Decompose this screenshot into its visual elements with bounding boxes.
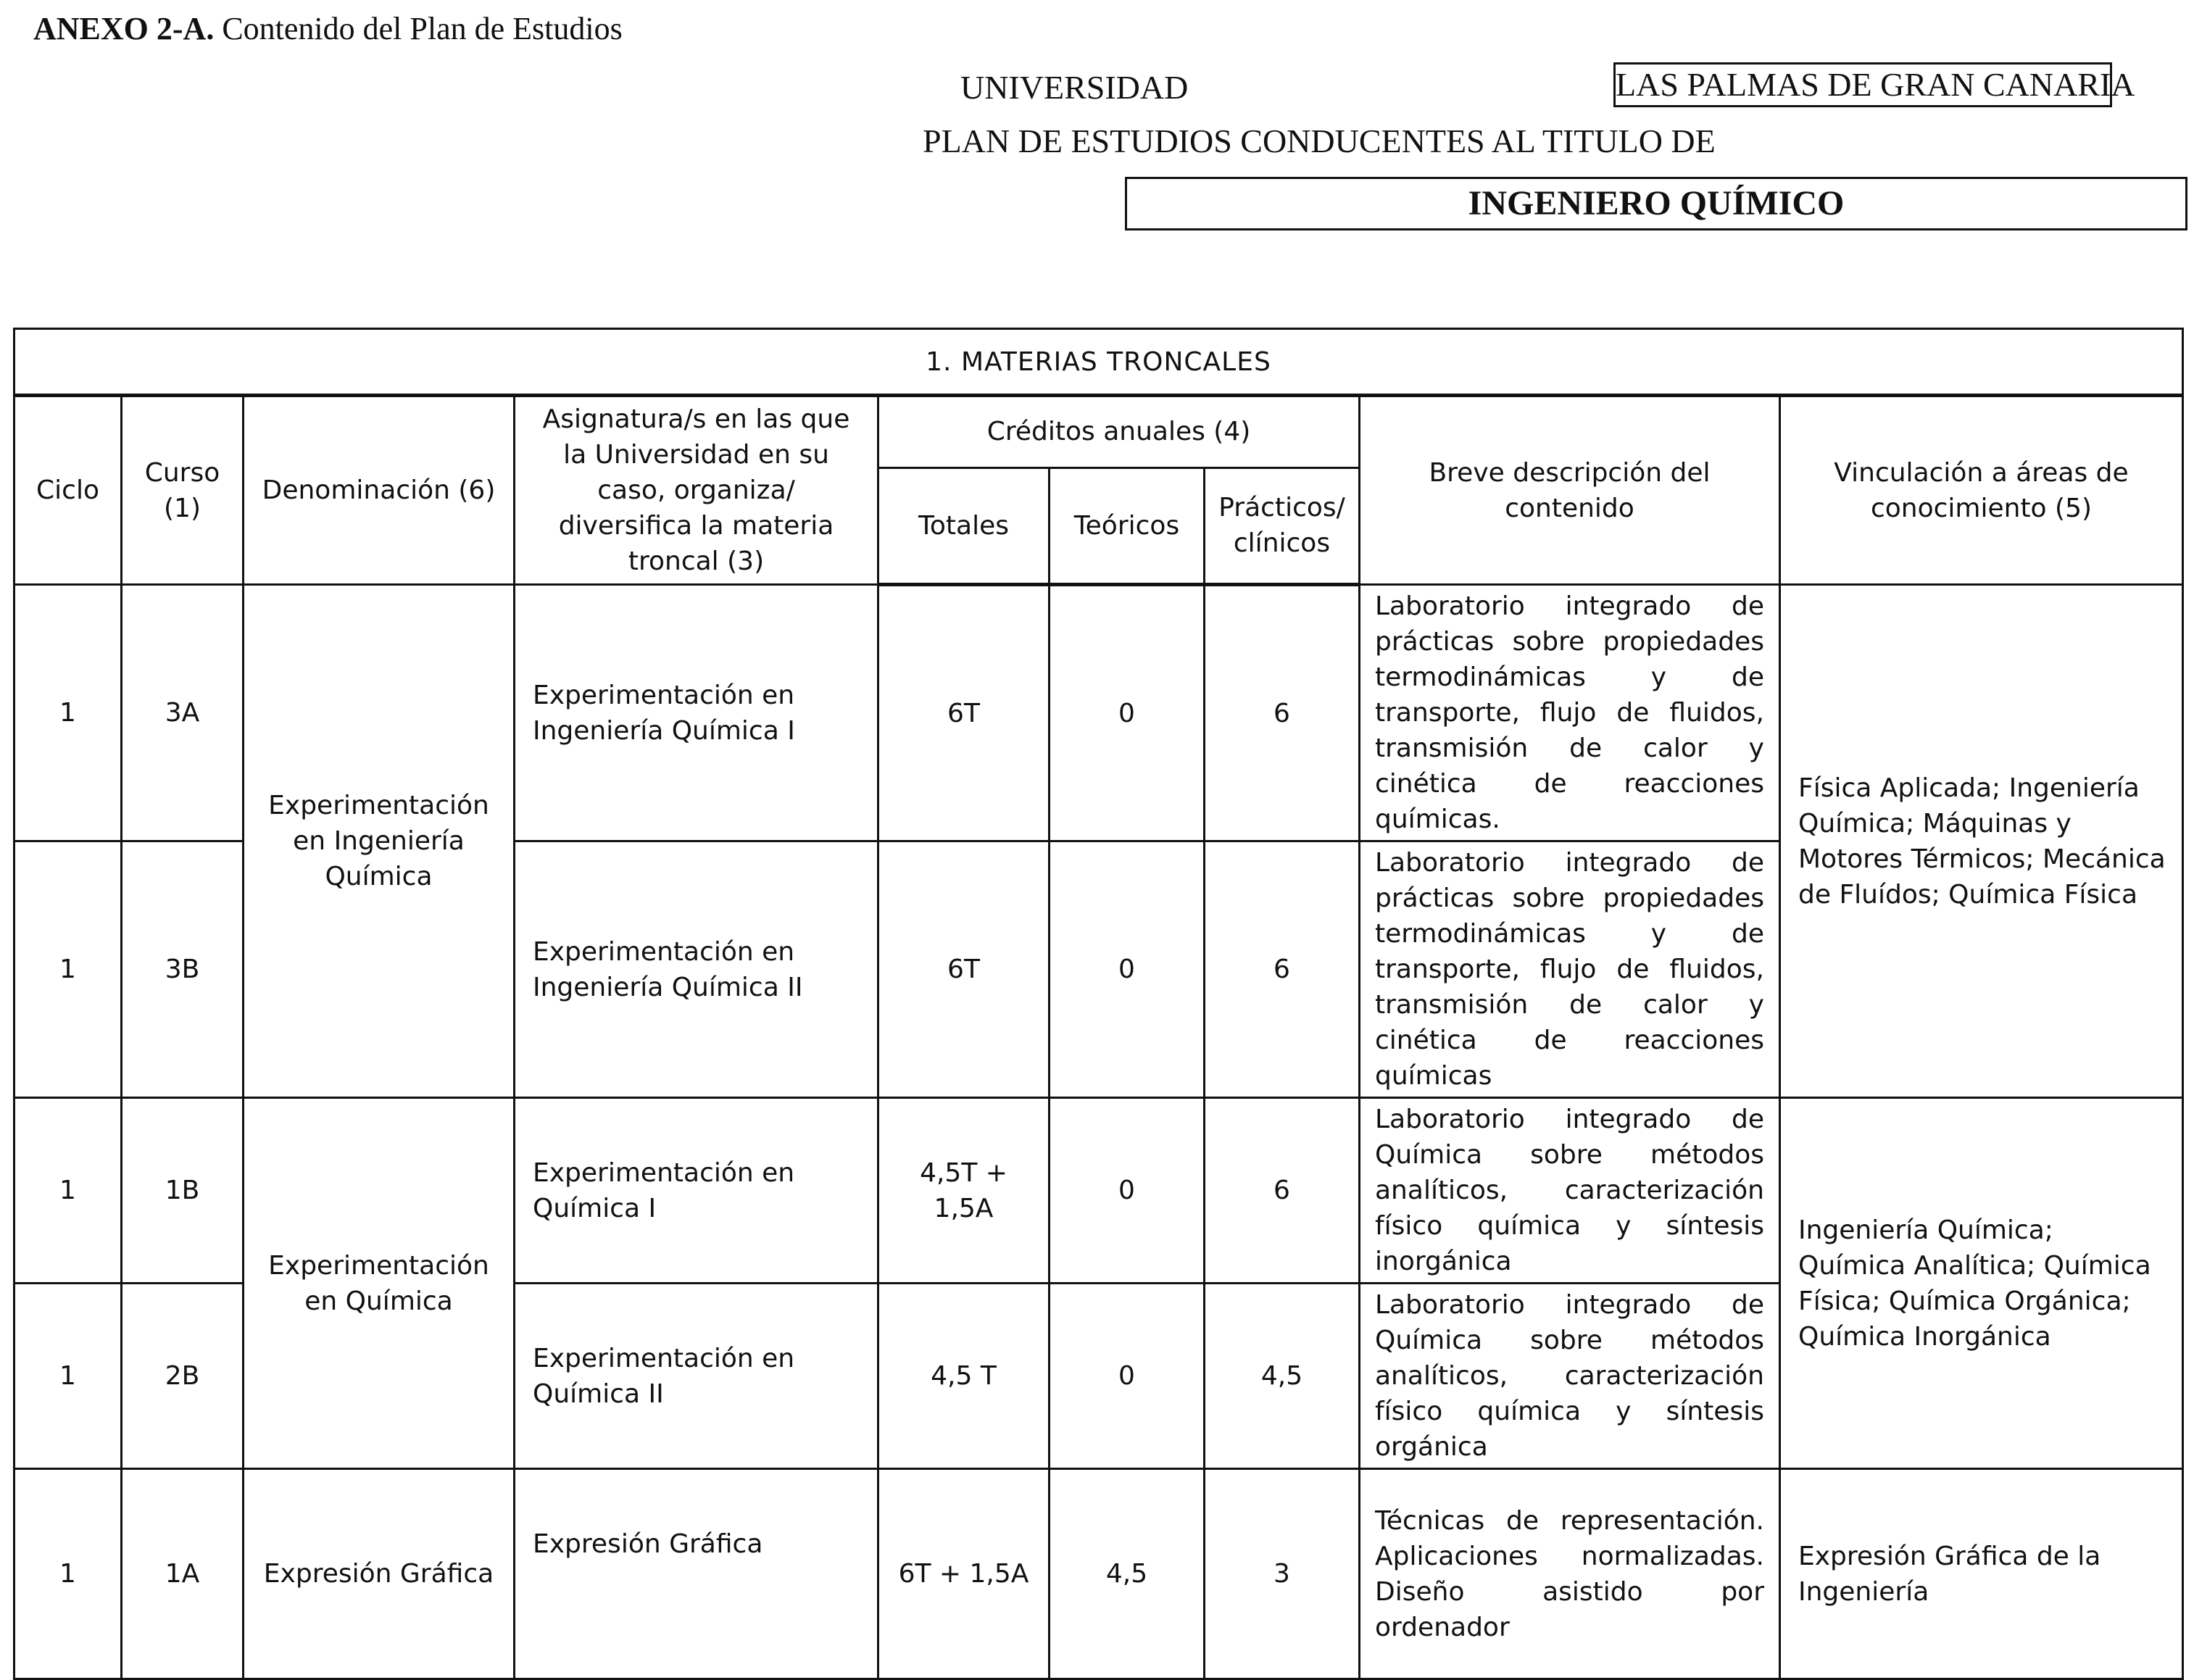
cell-descripcion: Laboratorio integrado de prácticas sobre propiedades termodinámicas y de transporte, flujo de fluidos, transmisión de calor y cinética de reacciones químicas [1360, 841, 1780, 1098]
cell-descripcion: Técnicas de representación. Aplicaciones normalizadas. Diseño asistido por ordenador [1360, 1469, 1780, 1679]
cell-teoricos: 0 [1050, 1284, 1205, 1469]
university-name: LAS PALMAS DE GRAN CANARIA [1613, 62, 2112, 107]
cell-descripcion: Laboratorio integrado de prácticas sobre propiedades termodinámicas y de transporte, flujo de fluidos, transmisión de calor y cinética de reacciones químicas. [1360, 585, 1780, 841]
cell-curso: 1B [122, 1098, 244, 1284]
cell-practicos: 3 [1205, 1469, 1360, 1679]
col-header-totales: Totales [878, 467, 1050, 584]
cell-totales: 6T [878, 841, 1050, 1098]
cell-curso: 3A [122, 585, 244, 841]
cell-denominacion: Expresión Gráfica [244, 1469, 515, 1679]
annex-caption: Contenido del Plan de Estudios [214, 11, 623, 46]
cell-totales: 4,5 T [878, 1284, 1050, 1469]
cell-vinculacion: Ingeniería Química; Química Analítica; Química Física; Química Orgánica; Química Inorgánica [1780, 1098, 2183, 1469]
col-header-teoricos: Teóricos [1050, 467, 1205, 584]
cell-ciclo: 1 [14, 1098, 122, 1284]
cell-totales: 6T [878, 585, 1050, 841]
table-row [14, 585, 2183, 841]
cell-curso: 3B [122, 841, 244, 1098]
cell-asignatura: Experimentación en Ingeniería Química II [515, 841, 878, 1098]
cell-asignatura: Experimentación en Química I [515, 1098, 878, 1284]
annex-title [33, 10, 623, 48]
table-title: 1. MATERIAS TRONCALES [14, 329, 2183, 396]
col-header-practicos: Prácticos/ clínicos [1205, 467, 1360, 584]
col-header-descripcion: Breve descripción del contenido [1360, 396, 1780, 585]
cell-teoricos: 0 [1050, 585, 1205, 841]
cell-vinculacion: Física Aplicada; Ingeniería Química; Máquinas y Motores Térmicos; Mecánica de Fluídos; Química Física [1780, 585, 2183, 1098]
subjects-table-container [13, 328, 2182, 1680]
annex-label: ANEXO 2-A. [33, 11, 215, 46]
cell-denominacion: Experimentación en Química [244, 1098, 515, 1469]
materias-troncales-table [13, 328, 2184, 1680]
cell-teoricos: 0 [1050, 1098, 1205, 1284]
cell-descripcion: Laboratorio integrado de Química sobre métodos analíticos, caracterización físico química y síntesis orgánica [1360, 1284, 1780, 1469]
cell-practicos: 6 [1205, 841, 1360, 1098]
col-header-asignatura: Asignatura/s en las que la Universidad en su caso, organiza/ diversifica la materia troncal (3) [515, 396, 878, 585]
cell-descripcion: Laboratorio integrado de Química sobre métodos analíticos, caracterización físico química y síntesis inorgánica [1360, 1098, 1780, 1284]
cell-curso: 2B [122, 1284, 244, 1469]
cell-ciclo: 1 [14, 1284, 122, 1469]
col-header-vinculacion: Vinculación a áreas de conocimiento (5) [1780, 396, 2183, 585]
cell-practicos: 6 [1205, 585, 1360, 841]
cell-totales: 4,5T + 1,5A [878, 1098, 1050, 1284]
cell-ciclo: 1 [14, 585, 122, 841]
cell-asignatura: Expresión Gráfica [515, 1469, 878, 1679]
degree-title: INGENIERO QUÍMICO [1125, 177, 2187, 230]
table-row [14, 1469, 2183, 1679]
cell-practicos: 6 [1205, 1098, 1360, 1284]
cell-denominacion: Experimentación en Ingeniería Química [244, 585, 515, 1098]
cell-asignatura: Experimentación en Ingeniería Química I [515, 585, 878, 841]
cell-teoricos: 4,5 [1050, 1469, 1205, 1679]
cell-asignatura: Experimentación en Química II [515, 1284, 878, 1469]
cell-totales: 6T + 1,5A [878, 1469, 1050, 1679]
col-header-curso: Curso (1) [122, 396, 244, 585]
col-header-creditos: Créditos anuales (4) [878, 396, 1360, 468]
cell-practicos: 4,5 [1205, 1284, 1360, 1469]
col-header-denominacion: Denominación (6) [244, 396, 515, 585]
col-header-ciclo: Ciclo [14, 396, 122, 585]
cell-ciclo: 1 [14, 1469, 122, 1679]
cell-vinculacion: Expresión Gráfica de la Ingeniería [1780, 1469, 2183, 1679]
university-label: UNIVERSIDAD [960, 69, 1189, 106]
cell-curso: 1A [122, 1469, 244, 1679]
plan-label: PLAN DE ESTUDIOS CONDUCENTES AL TITULO DE [923, 122, 1716, 159]
cell-teoricos: 0 [1050, 841, 1205, 1098]
table-row [14, 1098, 2183, 1284]
cell-ciclo: 1 [14, 841, 122, 1098]
